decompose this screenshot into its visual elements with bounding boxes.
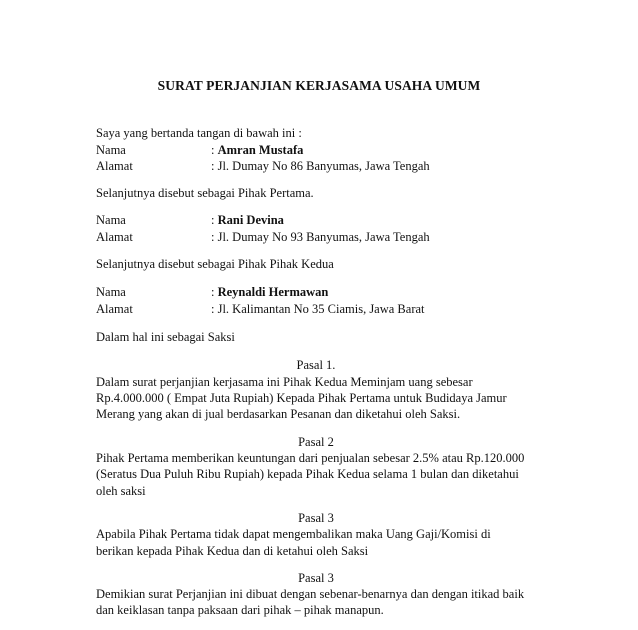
party3-name-sep: : [211,285,218,299]
intro-text: Saya yang bertanda tangan di bawah ini : [96,126,302,140]
party2-name: Rani Devina [217,213,284,227]
document-title: SURAT PERJANJIAN KERJASAMA USAHA UMUM [157,78,481,93]
party3-name-row [96,284,328,301]
pasal-4-line-1: Demikian surat Perjanjian ini dibuat dengan sebenar-benarnya dan dengan itikad baik [96,587,525,601]
party1-name: Amran Mustafa [217,143,304,157]
party3-address-label: Alamat [96,302,133,316]
party2-role: Selanjutnya disebut sebagai Pihak Pihak Kedua [96,257,334,271]
pasal-2-line-3: oleh saksi [96,484,146,498]
party3-address-row [96,301,425,318]
pasal-1-line-2: Rp.4.000.000 ( Empat Juta Rupiah) Kepada Pihak Pertama untuk Budidaya Jamur [96,391,507,405]
pasal-1-line-3: Merang yang akan di jual berdasarkan Pesanan dan diketahui oleh Saksi. [96,407,461,421]
pasal-4-heading: Pasal 3 [298,571,334,585]
party1-role: Selanjutnya disebut sebagai Pihak Pertama. [96,186,314,200]
party2-address: : Jl. Dumay No 93 Banyumas, Jawa Tengah [211,230,430,244]
party2-name-label: Nama [96,213,126,227]
party2-name-row [96,212,284,229]
party3-name: Reynaldi Hermawan [217,285,329,299]
party1-name-row [96,142,303,159]
party3-address: : Jl. Kalimantan No 35 Ciamis, Jawa Barat [211,302,425,316]
party1-address-label: Alamat [96,159,133,173]
pasal-3-line-2: berikan kepada Pihak Kedua dan di ketahui oleh Saksi [96,544,369,558]
party1-name-label: Nama [96,143,126,157]
party2-name-sep: : [211,213,218,227]
pasal-4-line-2: dan keiklasan tanpa paksaan dari pihak – pihak manapun. [96,603,384,617]
pasal-3-line-1: Apabila Pihak Pertama tidak dapat mengembalikan maka Uang Gaji/Komisi di [96,527,491,541]
party1-address-row [96,158,430,175]
pasal-1-line-1: Dalam surat perjanjian kerjasama ini Pihak Kedua Meminjam uang sebesar [96,375,473,389]
party1-name-sep: : [211,143,218,157]
party2-address-row [96,229,430,246]
party3-name-label: Nama [96,285,126,299]
pasal-1-heading: Pasal 1. [296,358,336,372]
party1-address: : Jl. Dumay No 86 Banyumas, Jawa Tengah [211,159,430,173]
pasal-3-heading: Pasal 3 [298,511,334,525]
party2-address-label: Alamat [96,230,133,244]
pasal-2-line-1: Pihak Pertama memberikan keuntungan dari penjualan sebesar 2.5% atau Rp.120.000 [96,451,525,465]
pasal-2-heading: Pasal 2 [298,435,334,449]
party3-role: Dalam hal ini sebagai Saksi [96,330,235,344]
pasal-2-line-2: (Seratus Dua Puluh Ribu Rupiah) kepada Pihak Kedua selama 1 bulan dan diketahui [96,467,519,481]
